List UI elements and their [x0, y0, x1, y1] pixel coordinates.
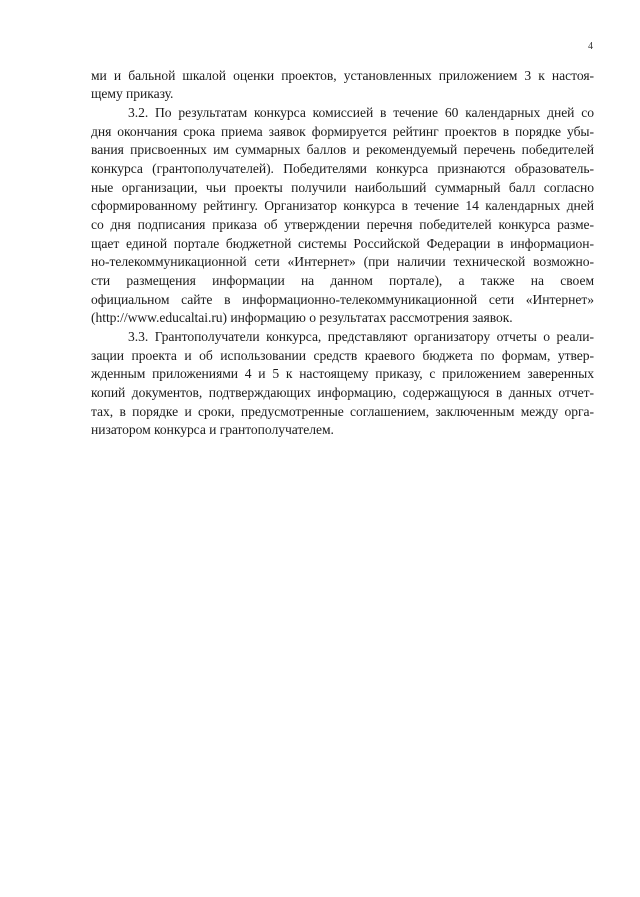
- paragraph-line: ные организации, чьи проекты получили наибольший суммарный балл согласно: [91, 180, 594, 195]
- paragraph-line: жденным приложениями 4 и 5 к настоящему приказу, с приложением заверенных: [91, 366, 594, 381]
- paragraph-line: тах, в порядке и сроки, предусмотренные соглашением, заключенным между орга-: [91, 404, 594, 419]
- paragraph-line: 3.3. Грантополучатели конкурса, представляют организатору отчеты о реали-: [128, 329, 594, 344]
- paragraph-line: щему приказу.: [91, 86, 174, 101]
- paragraph-line: конкурса (грантополучателей). Победителями конкурса признаются образователь-: [91, 161, 594, 176]
- paragraph-line: официальном сайте в информационно-телекоммуникационной сети «Интернет»: [91, 292, 594, 307]
- paragraph-line: ми и бальной шкалой оценки проектов, установленных приложением 3 к настоя-: [91, 68, 594, 83]
- paragraph-line: 3.2. По результатам конкурса комиссией в течение 60 календарных дней со: [128, 105, 594, 120]
- paragraph-line: щает единой портале бюджетной системы Российской Федерации в информацион-: [91, 236, 594, 251]
- paragraph-line: со дня подписания приказа об утверждении перечня победителей конкурса разме-: [91, 217, 594, 232]
- paragraph-line: сформированному рейтингу. Организатор конкурса в течение 14 календарных дней: [91, 198, 594, 213]
- paragraph-line: (http://www.educaltai.ru) информацию о результатах рассмотрения заявок.: [91, 310, 513, 325]
- paragraph-line: низатором конкурса и грантополучателем.: [91, 422, 334, 437]
- paragraph-line: но-телекоммуникационной сети «Интернет» (при наличии технической возможно-: [91, 254, 594, 269]
- paragraph-line: зации проекта и об использовании средств краевого бюджета по формам, утвер-: [91, 348, 594, 363]
- paragraph-line: сти размещения информации на данном портале), а также на своем: [91, 273, 594, 288]
- paragraph-line: дня окончания срока приема заявок формируется рейтинг проектов в порядке убы-: [91, 124, 594, 139]
- paragraph-line: вания присвоенных им суммарных баллов и рекомендуемый перечень победителей: [91, 142, 594, 157]
- page-number: 4: [588, 41, 593, 52]
- paragraph-line: копий документов, подтверждающих информацию, содержащуюся в данных отчет-: [91, 385, 594, 400]
